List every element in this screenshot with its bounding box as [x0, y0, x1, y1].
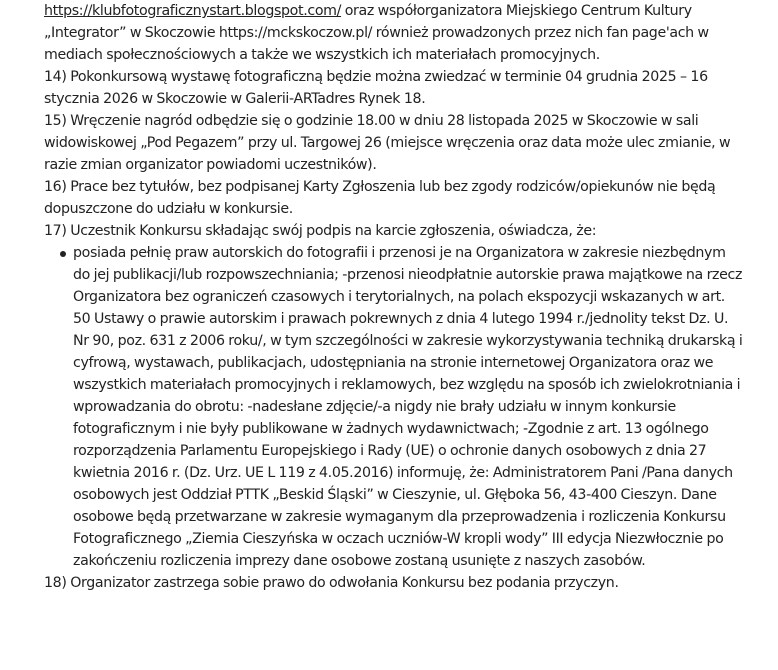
list-item-text: posiada pełnię praw autorskich do fotografii i przenosi je na Organizatora w zakresie niezbędnym do jej publikacji/lub rozpowszechniania; -przenosi nieodpłatnie autorskie prawa majątkowe na rzecz Organizatora bez ograniczeń czasowych i terytorialnych, na polach ekspozycji wskazanych w art. 50 Ustawy o prawie autorskim i prawach pokrewnych z dnia 4 lutego 1994 r./jednolity tekst Dz. U. Nr 90, poz. 631 z 2006 roku/, w tym szczególności w zakresie wykorzystywania techniką drukarską i cyfrową, wystawach, publikacjach, udostępniania na stronie internetowej Organizatora oraz we wszystkich materiałach promocyjnych i reklamowych, bez względu na sposób ich zwielokrotniania i wprowadzania do obrotu: -nadesłane zdjęcie/-a nigdy nie brały udziału w innym konkursie fotograficznym i nie były publikowane w żadnych wydawnictwach; -Zgodnie z art. 13 ogólnego rozporządzenia Parlamentu Europejskiego i Rady (UE) o ochronie danych osobowych z dnia 27 kwietnia 2016 r. (Dz. Urz. UE L 119 z 4.05.2016) informuję, że: Administratorem Pani /Pana danych osobowych jest Oddział PTTK „Beskid Śląski” w Cieszynie, ul. Głęboka 56, 43-400 Cieszyn. Dane osobowe będą przetwarzane w zakresie wymaganym dla przeprowadzenia i rozliczenia Konkursu Fotograficznego „Ziemia Cieszyńska w oczach uczniów-W kropli wody” III edycja Niezwłocznie po zakończeniu rozliczenia imprezy dane osobowe zostaną usunięte z naszych zasobów. [73, 245, 743, 569]
item-text: Uczestnik Konkursu składając swój podpis na karcie zgłoszenia, oświadcza, że: [70, 223, 597, 239]
document-body [44, 0, 744, 594]
item-number: 15) [44, 113, 67, 129]
bullet-icon [60, 251, 66, 257]
item-text: Wręczenie nagród odbędzie się o godzinie 18.00 w dniu 28 listopada 2025 w Skoczowie w sali widowiskowej „Pod Pegazem” przy ul. Targowej 26 (miejsce wręczenia oraz data może ulec zmianie, w razie zmian organizator powiadomi uczestników). [44, 113, 731, 173]
item-text: Prace bez tytułów, bez podpisanej Karty Zgłoszenia lub bez zgody rodziców/opiekunów nie będą dopuszczone do udziału w konkursie. [44, 179, 716, 217]
item-15 [44, 110, 744, 176]
item-number: 17) [44, 223, 67, 239]
declaration-list [44, 242, 744, 572]
item-number: 18) [44, 575, 67, 591]
item-18 [44, 572, 744, 594]
item-number: 14) [44, 69, 67, 85]
item-text: Pokonkursową wystawę fotograficzną będzie można zwiedzać w terminie 04 grudnia 2025 – 16 stycznia 2026 w Skoczowie w Galerii-ARTadres Rynek 18. [44, 69, 708, 107]
klub-start-link[interactable]: https://klubfotograficznystart.blogspot.com/ [44, 3, 342, 19]
item-17 [44, 220, 744, 242]
item-text: Organizator zastrzega sobie prawo do odwołania Konkursu bez podania przyczyn. [70, 575, 619, 591]
item-14 [44, 66, 744, 110]
intro-paragraph [44, 0, 744, 66]
intro-text: oraz współorganizatora Miejskiego Centrum Kultury „Integrator” w Skoczowie https://mckskoczow.pl/ również prowadzonych przez nich fan page'ach w mediach społecznościowych a także we wszystkich ich materiałach promocyjnych. [44, 3, 709, 63]
list-item [73, 242, 744, 572]
item-16 [44, 176, 744, 220]
item-number: 16) [44, 179, 67, 195]
